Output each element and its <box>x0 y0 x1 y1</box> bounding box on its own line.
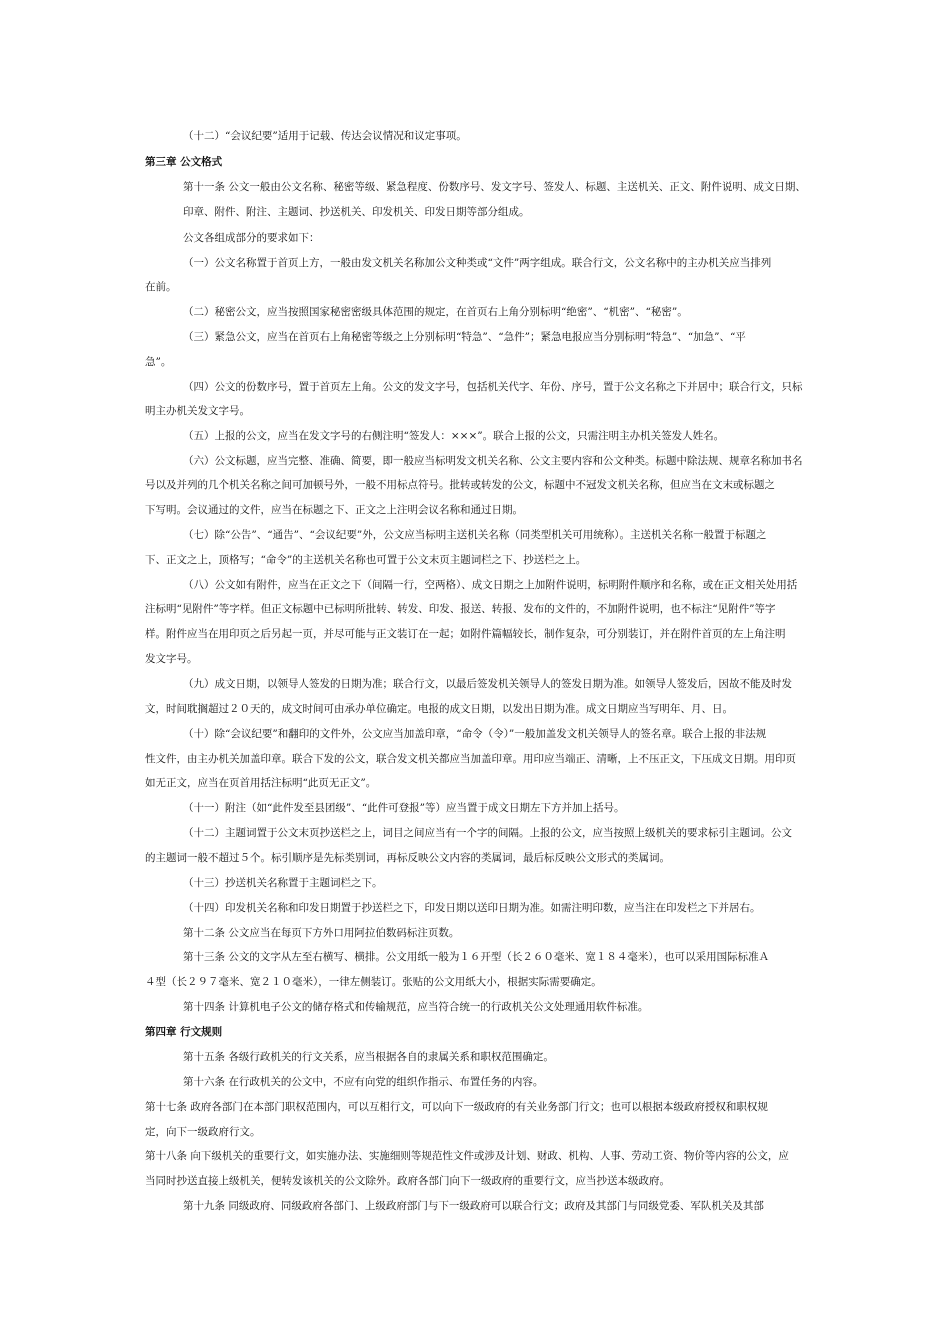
paragraph-line: （三）紧急公文，应当在首页右上角秘密等级之上分别标明“特急”、“急件”；紧急电报应当分别标明“特急”、“加急”、“平 <box>183 331 746 343</box>
chapter-heading: 第三章 公文格式 <box>145 156 223 168</box>
paragraph-line: 下写明。会议通过的文件，应当在标题之下、正文之上注明会议名称和通过日期。 <box>145 504 523 516</box>
paragraph-line: （十一）附注（如“此件发至县团级”、“此件可登报”等）应当置于成文日期左下方并加上括号。 <box>183 802 625 814</box>
paragraph-line: （十四）印发机关名称和印发日期置于抄送栏之下，印发日期以送印日期为准。如需注明印数，应当注在印发栏之下并居右。 <box>183 902 761 914</box>
article-line: 第十四条 计算机电子公文的储存格式和传输规范，应当符合统一的行政机关公文处理通用软件标准。 <box>183 1001 649 1013</box>
article-line: 第十二条 公文应当在每页下方外口用阿拉伯数码标注页数。 <box>183 927 460 939</box>
paragraph-line: （六）公文标题，应当完整、准确、简要，即一般应当标明发文机关名称、公文主要内容和公文种类。标题中除法规、规章名称加书名 <box>183 455 803 467</box>
paragraph-line: 的主题词一般不超过５个。标引顺序是先标类别词，再标反映公文内容的类属词，最后标反映公文形式的类属词。 <box>145 852 670 864</box>
paragraph-line: （一）公文名称置于首页上方，一般由发文机关名称加公文种类或“文件”两字组成。联合行文，公文名称中的主办机关应当排列 <box>183 257 772 269</box>
paragraph-line: 下、正文之上，顶格写；“命令”的主送机关名称也可置于公文末页主题词栏之下、抄送栏之上。 <box>145 554 587 566</box>
paragraph-line: 公文各组成部分的要求如下： <box>183 232 320 244</box>
paragraph-line: 发文字号。 <box>145 653 198 665</box>
article-line: 第十三条 公文的文字从左至右横写、横排。公文用纸一般为１６开型（长２６０毫米、宽１８４毫米），也可以采用国际标准Ａ <box>183 951 770 963</box>
chapter-heading: 第四章 行文规则 <box>145 1026 223 1038</box>
paragraph-line: 急”。 <box>145 356 172 368</box>
paragraph-line: 如无正文，应当在页首用括注标明“此页无正文”。 <box>145 777 377 789</box>
paragraph-line: 第十一条 公文一般由公文名称、秘密等级、紧急程度、份数序号、发文字号、签发人、标题、主送机关、正文、附件说明、成文日期、 <box>183 181 806 193</box>
paragraph-line: （七）除“公告”、“通告”、“会议纪要”外，公文应当标明主送机关名称（同类型机关可用统称）。主送机关名称一般置于标题之 <box>183 529 767 541</box>
paragraph-line: 性文件，由主办机关加盖印章。联合下发的公文，联合发文机关都应当加盖印章。用印应当端正、清晰，上不压正文，下压成文日期。用印页 <box>145 753 796 765</box>
paragraph-line: （十）除“会议纪要”和翻印的文件外，公文应当加盖印章，“命令（令）”一般加盖发文机关领导人的签名章。联合上报的非法规 <box>183 728 767 740</box>
paragraph-line: （十二）“会议纪要”适用于记载、传达会议情况和议定事项。 <box>183 130 467 142</box>
paragraph-line: （十三）抄送机关名称置于主题词栏之下。 <box>183 877 383 889</box>
paragraph-line: （十二）主题词置于公文末页抄送栏之上，词目之间应当有一个字的间隔。上报的公文，应当按照上级机关的要求标引主题词。公文 <box>183 827 792 839</box>
paragraph-line: （九）成文日期，以领导人签发的日期为准；联合行文，以最后签发机关领导人的签发日期为准。如领导人签发后，因故不能及时发 <box>183 678 792 690</box>
article-line: 第十九条 同级政府、同级政府各部门、上级政府部门与下一级政府可以联合行文；政府及其部门与同级党委、军队机关及其部 <box>183 1200 764 1212</box>
paragraph-line: （二）秘密公文，应当按照国家秘密密级具体范围的规定，在首页右上角分别标明“绝密”、“机密”、“秘密”。 <box>183 306 688 318</box>
paragraph-line: 文，时间耽搁超过２０天的，成文时间可由承办单位确定。电报的成文日期，以发出日期为准。成文日期应当写明年、月、日。 <box>145 703 733 715</box>
article-line: 第十五条 各级行政机关的行文关系，应当根据各自的隶属关系和职权范围确定。 <box>183 1051 554 1063</box>
paragraph-line: 明主办机关发文字号。 <box>145 405 250 417</box>
paragraph-line: 样。附件应当在用印页之后另起一页，并尽可能与正文装订在一起；如附件篇幅较长，制作复杂，可分别装订，并在附件首页的左上角注明 <box>145 628 786 640</box>
paragraph-line: 当同时抄送直接上级机关，便转发该机关的公文除外。政府各部门向下一级政府的重要行文，应当抄送本级政府。 <box>145 1175 670 1187</box>
paragraph-line: 在前。 <box>145 281 177 293</box>
paragraph-line: （四）公文的份数序号，置于首页左上角。公文的发文字号，包括机关代字、年份、序号，置于公文名称之下并居中；联合行文，只标 <box>183 381 803 393</box>
article-line: 第十七条 政府各部门在本部门职权范围内，可以互相行文，可以向下一级政府的有关业务部门行文；也可以根据本级政府授权和职权规 <box>145 1101 768 1113</box>
paragraph-line: 印章、附件、附注、主题词、抄送机关、印发机关、印发日期等部分组成。 <box>183 206 530 218</box>
article-line: 第十六条 在行政机关的公文中，不应有向党的组织作指示、布置任务的内容。 <box>183 1076 544 1088</box>
paragraph-line: （五）上报的公文，应当在发文字号的右侧注明“签发人：×××”。联合上报的公文，只需注明主办机关签发人姓名。 <box>183 430 725 442</box>
paragraph-line: （八）公文如有附件，应当在正文之下（间隔一行，空两格）、成文日期之上加附件说明，标明附件顺序和名称，或在正文相关处用括 <box>183 579 798 591</box>
article-line: 第十八条 向下级机关的重要行文，如实施办法、实施细则等规范性文件或涉及计划、财政、机构、人事、劳动工资、物价等内容的公文，应 <box>145 1150 789 1162</box>
paragraph-line: 注标明“见附件”等字样。但正文标题中已标明所批转、转发、印发、报送、转报、发布的文件的，不加附件说明，也不标注“见附件”等字 <box>145 603 776 615</box>
paragraph-line: ４型（长２９７毫米、宽２１０毫米），一律左侧装订。张贴的公文用纸大小，根据实际需要确定。 <box>145 976 602 988</box>
paragraph-line: 号以及并列的几个机关名称之间可加顿号外，一般不用标点符号。批转或转发的公文，标题中不冠发文机关名称，但应当在文末或标题之 <box>145 479 775 491</box>
paragraph-line: 定，向下一级政府行文。 <box>145 1126 261 1138</box>
